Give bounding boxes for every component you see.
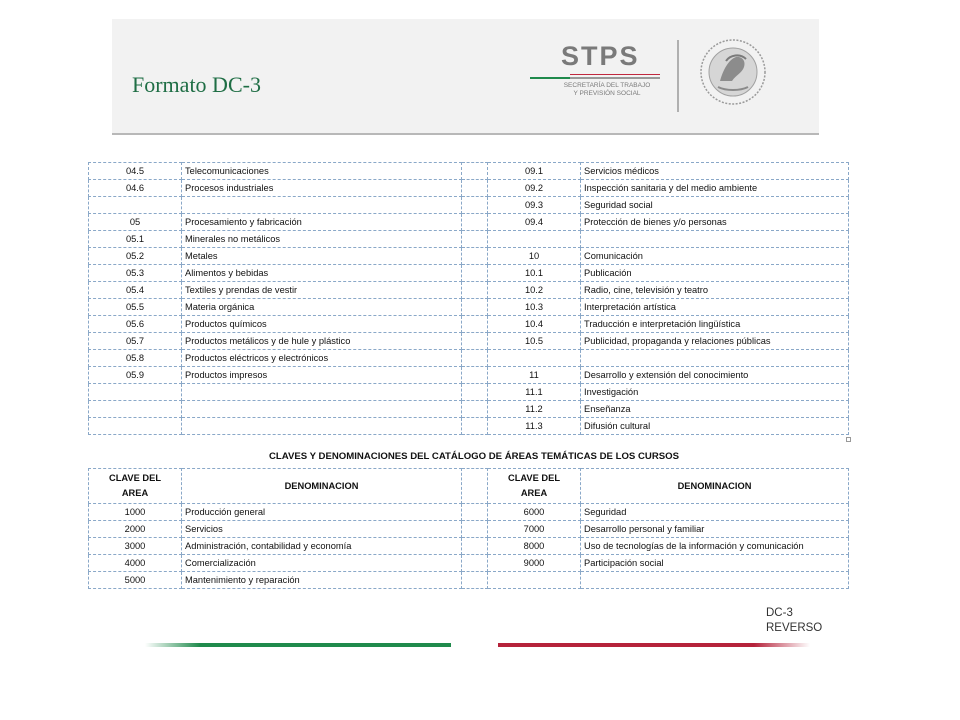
- header-denominacion-left: DENOMINACION: [182, 469, 462, 504]
- code-cell: 05.5: [89, 299, 182, 316]
- logo-green-rule: [530, 77, 570, 79]
- table-row: [89, 538, 849, 555]
- name-cell: Investigación: [581, 384, 849, 401]
- name-cell: Productos impresos: [182, 367, 462, 384]
- table-row: [89, 401, 849, 418]
- logo-subtitle-line1: SECRETARÍA DEL TRABAJO: [563, 82, 651, 89]
- code-cell: 11.1: [488, 384, 581, 401]
- spacer-cell: [462, 521, 488, 538]
- spacer-cell: [462, 401, 488, 418]
- code-cell: 10: [488, 248, 581, 265]
- spacer-cell: [462, 265, 488, 282]
- code-cell: 05: [89, 214, 182, 231]
- name-cell: Radio, cine, televisión y teatro: [581, 282, 849, 299]
- name-cell: Servicios médicos: [581, 163, 849, 180]
- code-cell: 11.3: [488, 418, 581, 435]
- table-row: [89, 231, 849, 248]
- name-cell: Desarrollo y extensión del conocimiento: [581, 367, 849, 384]
- name-cell: [581, 350, 849, 367]
- name-cell: [182, 384, 462, 401]
- spacer-cell: [462, 555, 488, 572]
- spacer-cell: [462, 299, 488, 316]
- table-row: [89, 316, 849, 333]
- name-cell: Servicios: [182, 521, 462, 538]
- green-stripe: [145, 643, 451, 647]
- thematic-areas-table: [88, 468, 849, 589]
- spacer-cell: [462, 538, 488, 555]
- table-row: [89, 299, 849, 316]
- table-row: [89, 180, 849, 197]
- name-cell: Comercialización: [182, 555, 462, 572]
- code-cell: 10.5: [488, 333, 581, 350]
- spacer-cell: [462, 367, 488, 384]
- header-clave-line2: AREA: [520, 488, 548, 498]
- name-cell: Mantenimiento y reparación: [182, 572, 462, 589]
- name-cell: Minerales no metálicos: [182, 231, 462, 248]
- name-cell: Producción general: [182, 504, 462, 521]
- code-cell: 4000: [89, 555, 182, 572]
- logo-subtitle: [548, 82, 666, 98]
- name-cell: Administración, contabilidad y economía: [182, 538, 462, 555]
- spacer-cell: [462, 418, 488, 435]
- name-cell: [581, 572, 849, 589]
- code-cell: 11: [488, 367, 581, 384]
- name-cell: Publicación: [581, 265, 849, 282]
- occupation-codes-table: [88, 162, 849, 435]
- code-cell: [89, 401, 182, 418]
- stps-logo: [526, 36, 666, 106]
- code-cell: 04.6: [89, 180, 182, 197]
- table-row: [89, 214, 849, 231]
- name-cell: Productos químicos: [182, 316, 462, 333]
- name-cell: Seguridad social: [581, 197, 849, 214]
- name-cell: Uso de tecnologías de la información y comunicación: [581, 538, 849, 555]
- table-row: [89, 418, 849, 435]
- code-cell: 05.2: [89, 248, 182, 265]
- code-cell: [89, 197, 182, 214]
- code-cell: [89, 418, 182, 435]
- spacer-cell: [462, 316, 488, 333]
- name-cell: Comunicación: [581, 248, 849, 265]
- name-cell: Desarrollo personal y familiar: [581, 521, 849, 538]
- header-clave-line1: CLAVE DEL: [508, 473, 560, 483]
- spacer-cell: [462, 248, 488, 265]
- name-cell: Procesamiento y fabricación: [182, 214, 462, 231]
- header-denominacion-right: DENOMINACION: [581, 469, 849, 504]
- logo-text: STPS: [561, 41, 640, 71]
- table-header-row: [89, 469, 849, 504]
- table-resize-handle[interactable]: [846, 437, 851, 442]
- name-cell: Productos eléctricos y electrónicos: [182, 350, 462, 367]
- table-row: [89, 350, 849, 367]
- code-cell: 05.3: [89, 265, 182, 282]
- code-cell: [488, 572, 581, 589]
- table-row: [89, 333, 849, 350]
- code-cell: 05.1: [89, 231, 182, 248]
- spacer-cell: [462, 197, 488, 214]
- code-cell: 11.2: [488, 401, 581, 418]
- code-cell: 8000: [488, 538, 581, 555]
- spacer-cell: [462, 504, 488, 521]
- name-cell: Productos metálicos y de hule y plástico: [182, 333, 462, 350]
- spacer-cell: [462, 180, 488, 197]
- header-clave-left: [89, 469, 182, 504]
- spacer-cell: [462, 282, 488, 299]
- header-clave-line1: CLAVE DEL: [109, 473, 161, 483]
- name-cell: Alimentos y bebidas: [182, 265, 462, 282]
- code-cell: 2000: [89, 521, 182, 538]
- code-cell: 1000: [89, 504, 182, 521]
- spacer-cell: [462, 384, 488, 401]
- table-row: [89, 555, 849, 572]
- name-cell: [182, 401, 462, 418]
- table-row: [89, 248, 849, 265]
- name-cell: Difusión cultural: [581, 418, 849, 435]
- form-code-label: DC-3: [766, 607, 793, 619]
- catalog-caption: CLAVES Y DENOMINACIONES DEL CATÁLOGO DE ÁREAS TEMÁTICAS DE LOS CURSOS: [268, 451, 680, 462]
- name-cell: Participación social: [581, 555, 849, 572]
- table-row: [89, 521, 849, 538]
- table-row: [89, 384, 849, 401]
- name-cell: Publicidad, propaganda y relaciones públicas: [581, 333, 849, 350]
- header-divider: [677, 40, 679, 112]
- spacer-cell: [462, 163, 488, 180]
- name-cell: Protección de bienes y/o personas: [581, 214, 849, 231]
- code-cell: 05.8: [89, 350, 182, 367]
- code-cell: 10.4: [488, 316, 581, 333]
- name-cell: Textiles y prendas de vestir: [182, 282, 462, 299]
- logo-red-rule: [570, 74, 660, 75]
- code-cell: 6000: [488, 504, 581, 521]
- spacer-cell: [462, 333, 488, 350]
- name-cell: Traducción e interpretación lingüística: [581, 316, 849, 333]
- code-cell: 5000: [89, 572, 182, 589]
- spacer-cell: [462, 231, 488, 248]
- code-cell: 05.7: [89, 333, 182, 350]
- code-cell: [488, 231, 581, 248]
- name-cell: Seguridad: [581, 504, 849, 521]
- table-row: [89, 572, 849, 589]
- name-cell: Materia orgánica: [182, 299, 462, 316]
- name-cell: [581, 231, 849, 248]
- code-cell: [89, 384, 182, 401]
- table-row: [89, 504, 849, 521]
- form-code: [766, 606, 822, 636]
- code-cell: [488, 350, 581, 367]
- logo-gray-rule: [570, 77, 660, 79]
- header-clave-right: [488, 469, 581, 504]
- name-cell: Procesos industriales: [182, 180, 462, 197]
- name-cell: [182, 197, 462, 214]
- code-cell: 04.5: [89, 163, 182, 180]
- code-cell: 10.2: [488, 282, 581, 299]
- table-row: [89, 367, 849, 384]
- name-cell: Telecomunicaciones: [182, 163, 462, 180]
- name-cell: Inspección sanitaria y del medio ambiente: [581, 180, 849, 197]
- code-cell: 09.1: [488, 163, 581, 180]
- code-cell: 9000: [488, 555, 581, 572]
- code-cell: 05.4: [89, 282, 182, 299]
- spacer-cell: [462, 572, 488, 589]
- spacer-cell: [462, 469, 488, 504]
- code-cell: 09.2: [488, 180, 581, 197]
- name-cell: Interpretación artística: [581, 299, 849, 316]
- code-cell: 3000: [89, 538, 182, 555]
- table-row: [89, 282, 849, 299]
- table-row: [89, 265, 849, 282]
- mexican-national-seal-icon: [696, 37, 770, 107]
- code-cell: 7000: [488, 521, 581, 538]
- logo-subtitle-line2: Y PREVISIÓN SOCIAL: [573, 90, 641, 97]
- header-clave-line2: AREA: [121, 488, 149, 498]
- spacer-cell: [462, 214, 488, 231]
- code-cell: 05.6: [89, 316, 182, 333]
- code-cell: 10.1: [488, 265, 581, 282]
- name-cell: Enseñanza: [581, 401, 849, 418]
- name-cell: Metales: [182, 248, 462, 265]
- form-side-label: REVERSO: [766, 622, 823, 634]
- code-cell: 09.4: [488, 214, 581, 231]
- red-stripe: [498, 643, 810, 647]
- table-row: [89, 163, 849, 180]
- code-cell: 05.9: [89, 367, 182, 384]
- code-cell: 10.3: [488, 299, 581, 316]
- page-title: Formato DC-3: [132, 72, 261, 97]
- spacer-cell: [462, 350, 488, 367]
- name-cell: [182, 418, 462, 435]
- table-row: [89, 197, 849, 214]
- code-cell: 09.3: [488, 197, 581, 214]
